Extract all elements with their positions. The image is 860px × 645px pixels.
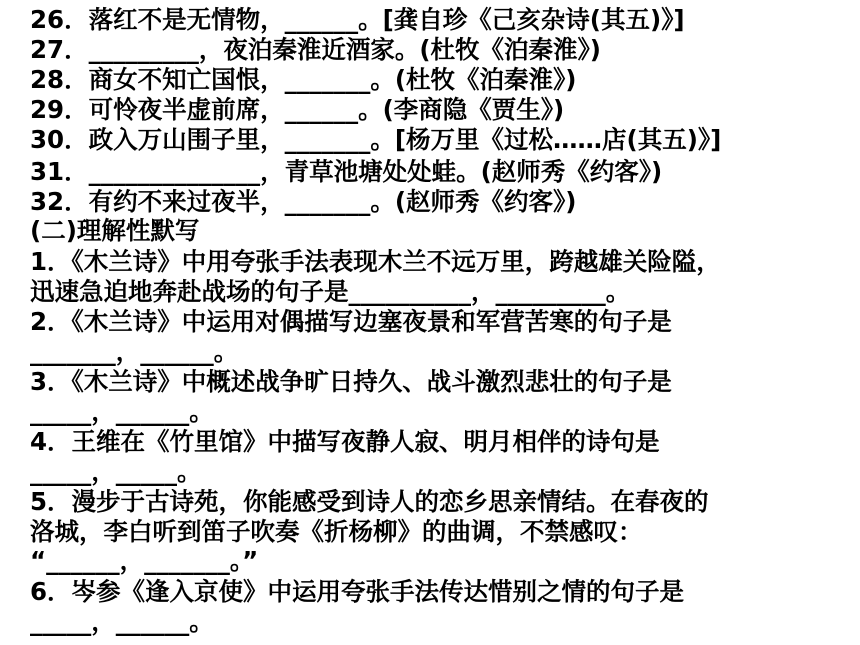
question-5-line-1: 5．漫步于古诗苑，你能感受到诗人的恋乡思亲情结。在春夜的 (30, 487, 709, 516)
line-32: 32．有约不来过夜半，_______。(赵师秀《约客》) (30, 187, 577, 216)
question-2-line-1: 2．《木兰诗》中运用对偶描写边塞夜景和军营苦寒的句子是 (30, 307, 672, 336)
line-29: 29．可怜夜半虚前席，______。(李商隐《贾生》) (30, 95, 565, 124)
section-heading: (二)理解性默写 (30, 216, 200, 245)
question-1-line-2: 迅速急迫地奔赴战场的句子是__________，_________。 (30, 277, 631, 306)
question-6-line-1: 6．岑参《逢入京使》中运用夸张手法传达惜别之情的句子是 (30, 577, 685, 606)
line-26: 26．落红不是无情物，______。[龚自珍《己亥杂诗(其五)》] (30, 5, 685, 34)
question-4-blanks: _____，_____。 (30, 457, 202, 486)
line-28: 28．商女不知亡国恨，_______。(杜牧《泊秦淮》) (30, 65, 577, 94)
question-3-line-1: 3．《木兰诗》中概述战争旷日持久、战斗激烈悲壮的句子是 (30, 367, 672, 396)
question-4-line-1: 4．王维在《竹里馆》中描写夜静人寂、明月相伴的诗句是 (30, 427, 660, 456)
question-1-line-1: 1．《木兰诗》中用夸张手法表现木兰不远万里，跨越雄关险隘， (30, 247, 721, 276)
line-27: 27．_________，夜泊秦淮近酒家。(杜牧《泊秦淮》) (30, 35, 601, 64)
question-5-line-2: 洛城，李白听到笛子吹奏《折杨柳》的曲调，不禁感叹： (30, 517, 643, 546)
question-2-blanks: _______，______。 (30, 337, 239, 366)
question-5-blanks: “______，_______。” (30, 546, 259, 575)
question-3-blanks: _____，______。 (30, 397, 214, 426)
line-31: 31．______________，青草池塘处处蛙。(赵师秀《约客》) (30, 157, 663, 186)
line-30: 30．政入万山围子里，_______。[杨万里《过松……店(其五)》] (30, 125, 722, 154)
question-6-blanks: _____，______。 (30, 607, 214, 636)
